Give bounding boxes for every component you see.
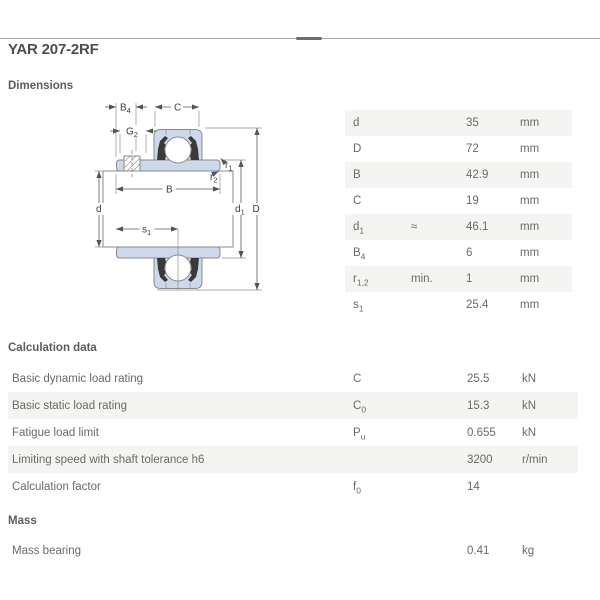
dim-value: 46.1 bbox=[466, 221, 489, 233]
calculation-table bbox=[8, 365, 578, 500]
dim-value: 35 bbox=[466, 117, 479, 129]
table-row bbox=[8, 537, 578, 564]
calc-label: Limiting speed with shaft tolerance h6 bbox=[12, 453, 205, 466]
dim-label-G2: $G_2$ bbox=[126, 126, 138, 139]
calc-label: Fatigue load limit bbox=[12, 426, 99, 439]
table-row bbox=[345, 110, 572, 136]
dim-label-r2: $r_2$ bbox=[210, 172, 218, 185]
mass-unit: kg bbox=[522, 544, 535, 557]
calc-unit: kN bbox=[522, 399, 537, 412]
calc-value: 15.3 bbox=[467, 399, 490, 412]
table-row bbox=[345, 214, 572, 240]
dim-unit: mm bbox=[520, 247, 540, 259]
dim-value: 72 bbox=[466, 143, 479, 155]
section-heading-calculation: Calculation data bbox=[8, 342, 97, 354]
dim-unit: mm bbox=[520, 221, 540, 233]
dim-symbol: $B_4$ bbox=[353, 247, 366, 262]
dim-unit: mm bbox=[520, 169, 540, 181]
dim-label-d: d bbox=[96, 204, 102, 215]
mass-label: Mass bearing bbox=[12, 544, 82, 557]
calc-value: 3200 bbox=[467, 453, 493, 466]
dim-value: 6 bbox=[466, 247, 473, 259]
dim-symbol: d bbox=[353, 117, 360, 129]
calc-unit: r/min bbox=[522, 453, 548, 466]
dim-symbol: $s_1$ bbox=[353, 299, 364, 314]
calc-label: Basic static load rating bbox=[12, 399, 128, 412]
dim-label-D: D bbox=[252, 204, 260, 215]
mass-value: 0.41 bbox=[467, 544, 490, 557]
table-row bbox=[345, 136, 572, 162]
dim-qualifier: min. bbox=[411, 273, 433, 285]
dim-value: 19 bbox=[466, 195, 479, 207]
top-divider-accent bbox=[296, 37, 322, 40]
calc-label: Calculation factor bbox=[12, 480, 101, 493]
table-row bbox=[345, 188, 572, 214]
dim-label-d1: $d_1$ bbox=[235, 204, 245, 217]
dim-value: 25.4 bbox=[466, 299, 489, 311]
dim-symbol: C bbox=[353, 195, 362, 207]
inner-ring-bottom bbox=[117, 247, 221, 258]
ball-top bbox=[165, 137, 191, 163]
dim-value: 1 bbox=[466, 273, 473, 285]
bearing-drawing bbox=[85, 95, 347, 320]
page-title: YAR 207-2RF bbox=[8, 41, 99, 58]
calc-symbol: $f_0$ bbox=[353, 480, 361, 495]
table-row bbox=[8, 419, 578, 446]
dim-symbol: D bbox=[353, 143, 362, 155]
table-row bbox=[345, 292, 572, 318]
table-row bbox=[345, 162, 572, 188]
section-heading-dimensions: Dimensions bbox=[8, 80, 74, 92]
dimensions-table bbox=[345, 110, 572, 318]
dim-unit: mm bbox=[520, 117, 540, 129]
dim-label-B: B bbox=[166, 184, 173, 196]
dim-unit: mm bbox=[520, 143, 540, 155]
table-row bbox=[8, 365, 578, 392]
table-row bbox=[8, 473, 578, 500]
table-row bbox=[8, 392, 578, 419]
dim-qualifier: ≈ bbox=[411, 221, 418, 233]
calc-value: 25.5 bbox=[467, 372, 490, 385]
dim-unit: mm bbox=[520, 195, 540, 207]
table-row bbox=[8, 446, 578, 473]
dim-unit: mm bbox=[520, 299, 540, 311]
dim-symbol: $r_{1,2}$ bbox=[353, 273, 369, 288]
dim-label-r1: $r_1$ bbox=[225, 160, 233, 173]
dim-symbol: B bbox=[353, 169, 361, 181]
dim-unit: mm bbox=[520, 273, 540, 285]
dim-symbol: $d_1$ bbox=[353, 221, 365, 236]
calc-label: Basic dynamic load rating bbox=[12, 372, 144, 385]
dim-value: 42.9 bbox=[466, 169, 489, 181]
calc-value: 14 bbox=[467, 480, 480, 493]
calc-unit: kN bbox=[522, 372, 537, 385]
calc-value: 0.655 bbox=[467, 426, 496, 439]
mass-table bbox=[8, 537, 578, 564]
dim-label-B4: $B_4$ bbox=[120, 102, 131, 115]
dim-label-C: C bbox=[174, 102, 182, 114]
table-row bbox=[345, 240, 572, 266]
calc-unit: kN bbox=[522, 426, 537, 439]
section-heading-mass: Mass bbox=[8, 515, 37, 527]
dim-label-s1: $s_1$ bbox=[142, 224, 152, 237]
table-row bbox=[345, 266, 572, 292]
calc-symbol: $C_0$ bbox=[353, 399, 367, 414]
calc-symbol: $P_u$ bbox=[353, 426, 366, 441]
calc-symbol: C bbox=[353, 372, 362, 385]
